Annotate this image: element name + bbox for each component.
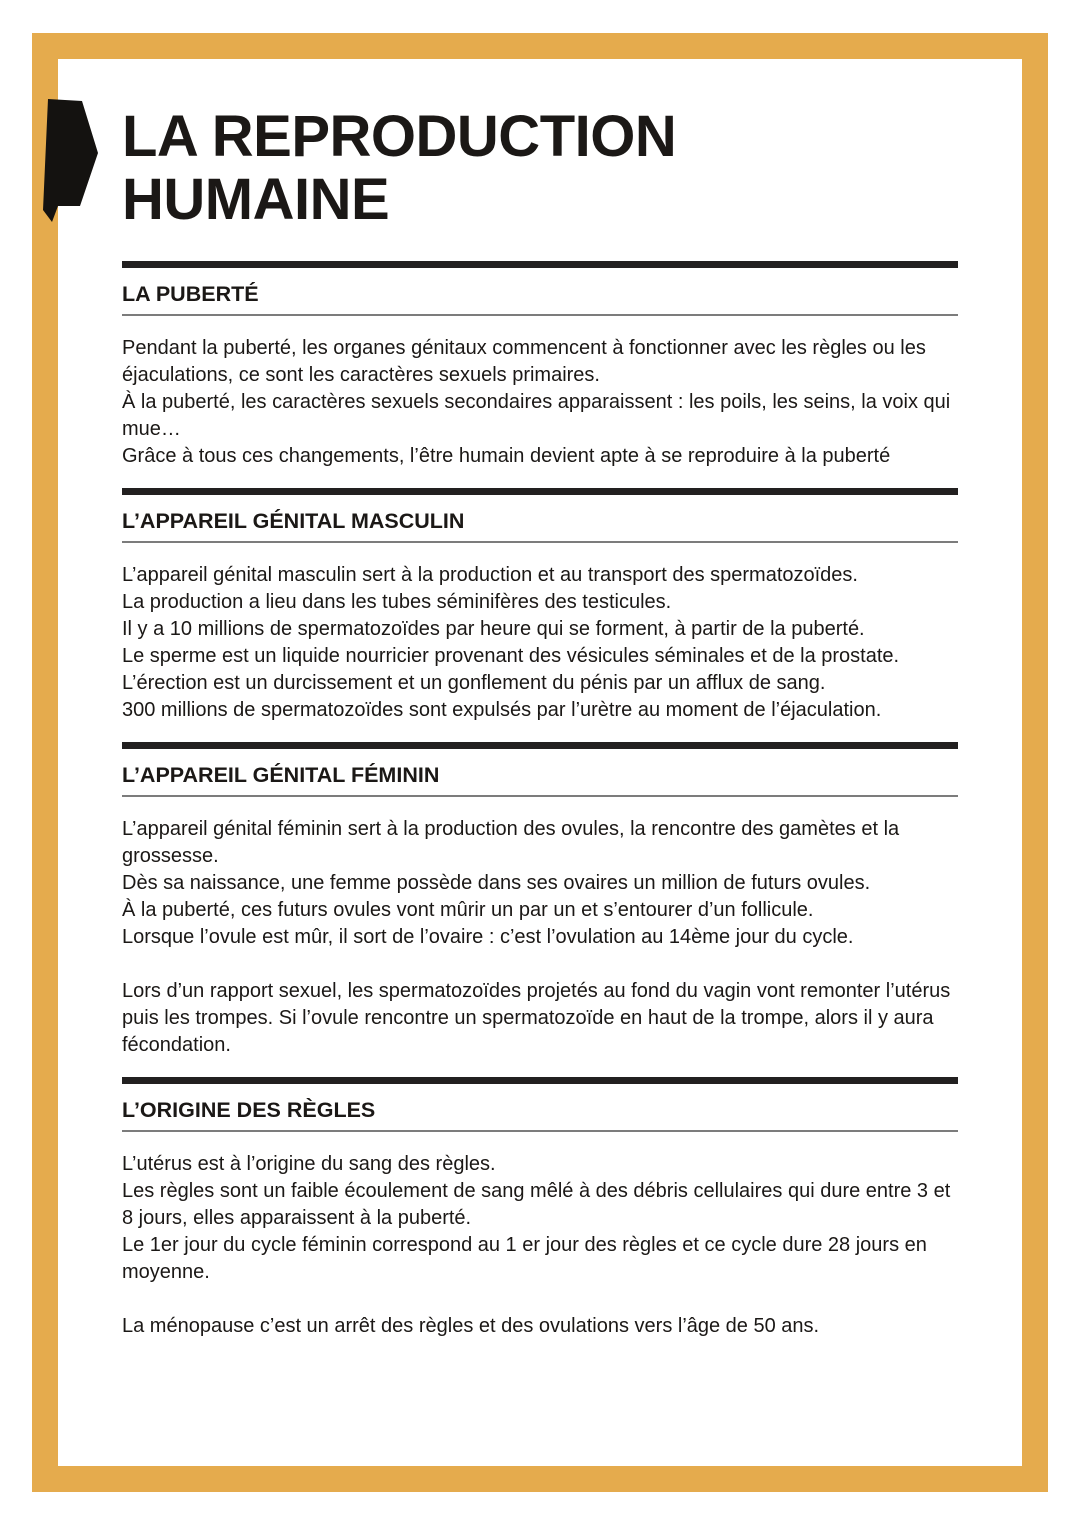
text-line: Dès sa naissance, une femme possède dans ses ovaires un million de futurs ovules. xyxy=(122,872,871,894)
paragraph xyxy=(122,1313,958,1340)
text-line: Les règles sont un faible écoulement de sang mêlé à des débris cellulaires qui dure entre 3 et 8 jours, elles apparaissent à la puberté. xyxy=(122,1180,951,1229)
text-line: L’érection est un durcissement et un gonflement du pénis par un afflux de sang. xyxy=(122,672,826,694)
section-heading: L’APPAREIL GÉNITAL MASCULIN xyxy=(122,509,465,533)
text-line: Pendant la puberté, les organes génitaux commencent à fonctionner avec les règles ou les éjaculations, ce sont les caractères sexuels primaires. xyxy=(122,337,926,386)
section-top-bar xyxy=(122,488,958,495)
paragraph xyxy=(122,562,958,724)
section-heading: LA PUBERTÉ xyxy=(122,282,259,306)
section-appareil-genital-masculin xyxy=(122,488,958,724)
section-heading-rule xyxy=(122,795,958,797)
section-body xyxy=(122,1151,958,1340)
text-line: Lors d’un rapport sexuel, les spermatozoïdes projetés au fond du vagin vont remonter l’utérus puis les trompes. Si l’ovule rencontre un spermatozoïde en haut de la trompe, alors il y aura fécondation. xyxy=(122,980,951,1056)
section-top-bar xyxy=(122,742,958,749)
text-line: Il y a 10 millions de spermatozoïdes par heure qui se forment, à partir de la puberté. xyxy=(122,618,865,640)
text-line: Le 1er jour du cycle féminin correspond au 1 er jour des règles et ce cycle dure 28 jours en moyenne. xyxy=(122,1234,927,1283)
text-line: La production a lieu dans les tubes séminifères des testicules. xyxy=(122,591,672,613)
section-appareil-genital-feminin xyxy=(122,742,958,1059)
section-body xyxy=(122,335,958,470)
section-body xyxy=(122,562,958,724)
paragraph xyxy=(122,978,958,1059)
text-line: L’appareil génital masculin sert à la production et au transport des spermatozoïdes. xyxy=(122,564,858,586)
section-top-bar xyxy=(122,261,958,268)
text-line: L’utérus est à l’origine du sang des règles. xyxy=(122,1153,496,1175)
section-heading: L’ORIGINE DES RÈGLES xyxy=(122,1098,376,1122)
text-line: L’appareil génital féminin sert à la production des ovules, la rencontre des gamètes et la grossesse. xyxy=(122,818,900,867)
bookmark-icon xyxy=(42,97,100,225)
section-origine-des-regles xyxy=(122,1077,958,1340)
section-heading: L’APPAREIL GÉNITAL FÉMININ xyxy=(122,763,440,787)
page-title xyxy=(122,105,958,231)
page-title-line2: HUMAINE xyxy=(122,167,390,232)
text-line: Lorsque l’ovule est mûr, il sort de l’ovaire : c’est l’ovulation au 14ème jour du cycle. xyxy=(122,926,854,948)
text-line: À la puberté, les caractères sexuels secondaires apparaissent : les poils, les seins, la voix qui mue… xyxy=(122,391,951,440)
section-heading-rule xyxy=(122,314,958,316)
text-line: Grâce à tous ces changements, l’être humain devient apte à se reproduire à la puberté xyxy=(122,445,891,467)
paragraph xyxy=(122,335,958,470)
document-page xyxy=(58,59,1022,1466)
section-heading-rule xyxy=(122,1130,958,1132)
text-line: 300 millions de spermatozoïdes sont expulsés par l’urètre au moment de l’éjaculation. xyxy=(122,699,882,721)
section-heading-rule xyxy=(122,541,958,543)
paragraph xyxy=(122,1151,958,1286)
page-title-line1: LA REPRODUCTION xyxy=(122,104,677,169)
text-line: Le sperme est un liquide nourricier provenant des vésicules séminales et de la prostate. xyxy=(122,645,900,667)
section-la-puberte xyxy=(122,261,958,470)
text-line: La ménopause c’est un arrêt des règles et des ovulations vers l’âge de 50 ans. xyxy=(122,1315,820,1337)
section-body xyxy=(122,816,958,1059)
section-top-bar xyxy=(122,1077,958,1084)
text-line: À la puberté, ces futurs ovules vont mûrir un par un et s’entourer d’un follicule. xyxy=(122,899,814,921)
paragraph xyxy=(122,816,958,951)
